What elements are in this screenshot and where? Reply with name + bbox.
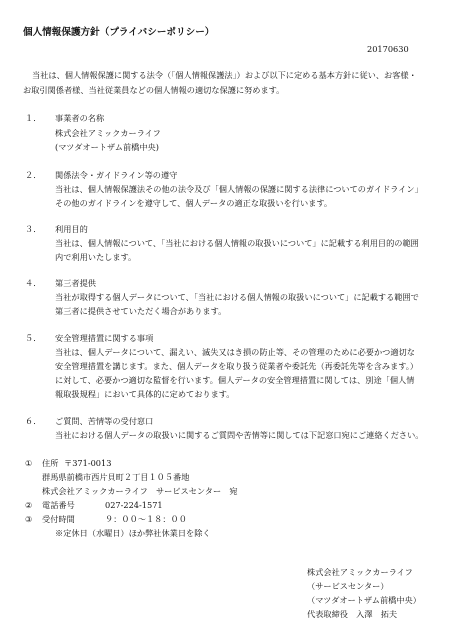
intro-line: お取引関係者様、当社従業員などの個人情報の適切な保護に努めます。 <box>23 85 285 95</box>
signature-representative: 代表取締役 入澤 拓夫 <box>307 609 398 619</box>
intro-line: 当社は、個人情報保護に関する法令（「個人情報保護法」）および以下に定める基本方針に従い、お客様・ <box>32 70 417 80</box>
address: 群馬県前橋市西片貝町２丁目１０５番地 <box>42 472 190 482</box>
hours-note: ※定休日（水曜日）ほか弊社休業日を除く <box>55 528 211 538</box>
section-line: 株式会社アミックカーライフ <box>55 128 161 138</box>
section-heading: 第三者提供 <box>55 278 96 288</box>
signature-company: 株式会社アミックカーライフ <box>307 567 413 577</box>
document-date: 20170630 <box>367 44 409 54</box>
signature-department: （サービスセンター） <box>307 581 389 591</box>
section-line: 当社は、個人情報について、「当社における個人情報の取扱いについて」に記載する利用目的の範囲 <box>55 238 419 248</box>
section-number: １． <box>25 113 42 123</box>
contact-marker: ① <box>25 458 33 468</box>
section-heading: 安全管理措置に関する事項 <box>55 333 154 343</box>
section-number: ２． <box>25 170 42 180</box>
section-heading: 利用目的 <box>55 224 88 234</box>
section-line: 当社における個人データの取扱いに関するご質問や苦情等に関しては下記窓口宛にご連絡ください。 <box>55 430 424 440</box>
section-line: 内で利用いたします。 <box>55 252 137 262</box>
section-heading: 関係法令・ガイドライン等の遵守 <box>55 170 178 180</box>
business-hours: ９：００～１８：００ <box>105 514 187 524</box>
phone-label: 電話番号 <box>42 500 75 510</box>
section-line: その他のガイドラインを遵守して、個人データの適正な取扱いを行います。 <box>55 198 333 208</box>
section-number: ５． <box>25 333 42 343</box>
section-number: ６． <box>25 416 42 426</box>
section-line: 第三者に提供させていただく場合があります。 <box>55 306 227 316</box>
section-line: 当社は、個人情報保護法その他の法令及び「個人情報の保護に関する法律についてのガイドライン」 <box>55 184 423 194</box>
section-number: ４． <box>25 278 42 288</box>
section-heading: ご質問、苦情等の受付窓口 <box>55 416 154 426</box>
contact-marker: ② <box>25 500 33 510</box>
document-title: 個人情報保護方針（プライバシーポリシー） <box>23 27 215 38</box>
section-line: 当社が取得する個人データについて、「当社における個人情報の取扱いについて」に記載する範囲で <box>55 292 419 302</box>
contact-marker: ③ <box>25 514 33 524</box>
recipient: 株式会社アミックカーライフ サービスセンター 宛 <box>42 486 238 496</box>
section-line: 当社は、個人データについて、漏えい、滅失又はき損の防止等、その管理のために必要かつ適切な <box>55 347 415 357</box>
section-line: (マツダオートザム前橋中央) <box>55 142 159 152</box>
address-label: 住所 <box>42 458 59 468</box>
hours-label: 受付時間 <box>42 514 75 524</box>
section-line: 安全管理措置を講じます。また、個人データを取り扱う従業者や委託先（再委託先等を含みます。） <box>55 361 419 371</box>
section-line: 報取扱規程」において具体的に定めております。 <box>55 389 235 399</box>
section-heading: 事業者の名称 <box>55 113 105 123</box>
phone-number: 027-224-1571 <box>105 500 163 510</box>
signature-shop: （マツダオートザム前橋中央） <box>307 595 421 605</box>
section-line: に対して、必要かつ適切な監督を行います。個人データの安全管理措置に関しては、別途「個人情 <box>55 375 415 385</box>
postal-code: 〒371-0013 <box>64 458 112 468</box>
section-number: ３． <box>25 224 42 234</box>
